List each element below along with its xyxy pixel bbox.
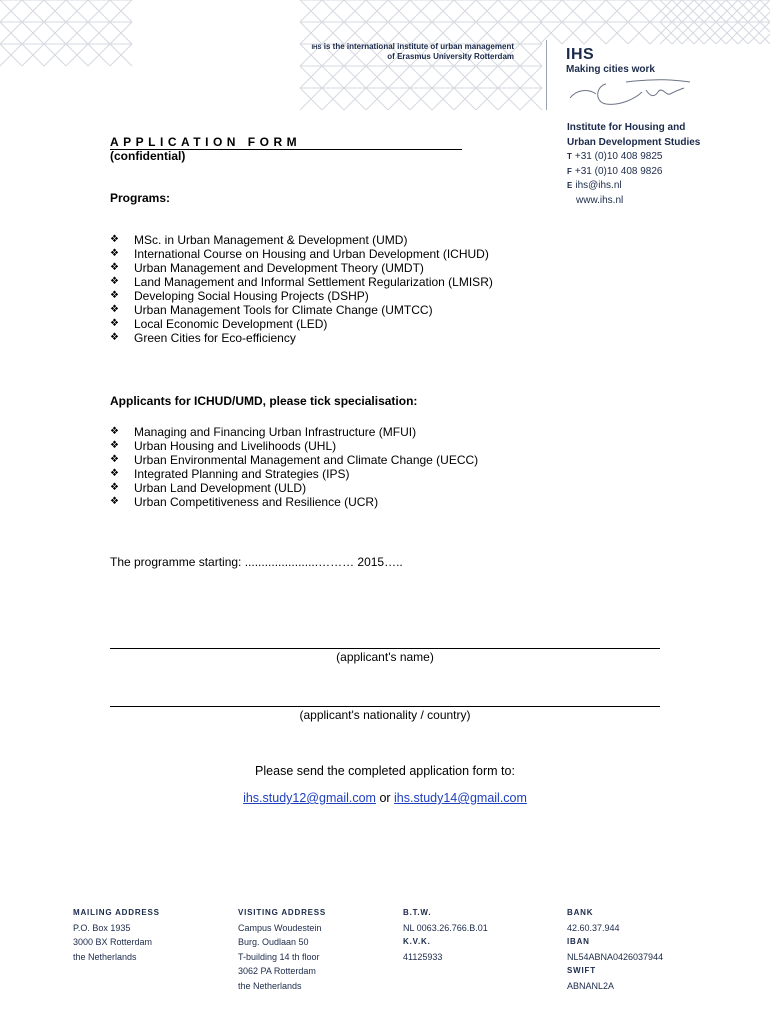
pattern-cell [366,22,388,44]
bullet-icon: ❖ [110,332,119,343]
footer-bank: BANK 42.60.37.944 IBAN NL54ABNA0426037944 SWIFT ABNANL2A [567,908,664,991]
pattern-cell [110,0,132,22]
institute-name-line2: Urban Development Studies [567,136,701,148]
pattern-cell [760,22,770,44]
header-divider [546,40,547,110]
pattern-cell [760,0,770,22]
pattern-cell [498,88,520,110]
tagline-ihs: ihs [311,42,322,51]
bullet-icon: ❖ [110,496,119,507]
pattern-cell [498,22,520,44]
pattern-cell [694,22,716,44]
pattern-cell [300,0,322,22]
pattern-cell [366,0,388,22]
pattern-cell [432,0,454,22]
list-item[interactable]: ❖ Urban Environmental Management and Climate Change (UECC) [110,453,479,467]
pattern-cell [344,88,366,110]
pattern-cell [476,0,498,22]
pattern-cell [498,0,520,22]
tagline-line2: of Erasmus University Rotterdam [387,52,514,61]
pattern-cell [300,88,322,110]
ihs-logo: IHS [566,46,595,63]
pattern-cell [410,66,432,88]
pattern-cell [716,22,738,44]
pattern-cell [410,22,432,44]
list-item: ❖ MSc. in Urban Management & Development (UMD) [110,233,408,247]
pattern-cell [366,66,388,88]
pattern-cell [704,22,726,44]
form-subtitle: (confidential) [110,149,186,163]
institute-contact-block [567,121,700,208]
pattern-cell [660,0,682,22]
list-item: ❖ Green Cities for Eco-efficiency [110,331,296,345]
list-item: ❖ Land Management and Informal Settlement Regularization (LMISR) [110,275,493,289]
email-connector: or [375,791,395,805]
pattern-cell [300,22,322,44]
programs-heading: Programs: [110,191,171,205]
bullet-icon: ❖ [110,304,119,315]
pattern-cell [110,44,132,66]
pattern-cell [388,22,410,44]
pattern-cell [584,22,606,44]
pattern-cell [562,22,584,44]
applicant-nationality-line[interactable] [110,706,660,707]
pattern-cell [738,0,760,22]
pattern-cell [44,0,66,22]
pattern-cell [476,88,498,110]
erasmus-signature-icon [566,72,696,112]
footer-btw: B.T.W. NL 0063.26.766.B.01 K.V.K. 41125933 [403,908,488,962]
pattern-cell [388,66,410,88]
pattern-cell [88,0,110,22]
pattern-cell [322,88,344,110]
footer-mailing-address: MAILING ADDRESS P.O. Box 1935 3000 BX Rotterdam the Netherlands [73,908,160,962]
pattern-cell [520,0,542,22]
pattern-cell [344,22,366,44]
contact-fax: F +31 (0)10 408 9826 [567,165,663,177]
list-item[interactable]: ❖ Urban Housing and Livelihoods (UHL) [110,439,337,453]
pattern-cell [520,88,542,110]
pattern-cell [88,22,110,44]
pattern-cell [44,22,66,44]
pattern-cell [606,0,628,22]
list-item[interactable]: ❖ Urban Competitiveness and Resilience (UCR) [110,495,379,509]
bullet-icon: ❖ [110,440,119,451]
pattern-cell [628,0,650,22]
pattern-cell [672,22,694,44]
list-item[interactable]: ❖ Integrated Planning and Strategies (IPS) [110,467,350,481]
list-item: ❖ Local Economic Development (LED) [110,317,328,331]
pattern-cell [432,88,454,110]
pattern-cell [22,22,44,44]
list-item[interactable]: ❖ Urban Land Development (ULD) [110,481,307,495]
pattern-cell [476,66,498,88]
pattern-cell [454,66,476,88]
contact-website: www.ihs.nl [576,194,624,206]
pattern-cell [410,0,432,22]
pattern-cell [22,0,44,22]
bullet-icon: ❖ [110,482,119,493]
email-link-1[interactable]: ihs.study12@gmail.com [243,791,376,805]
pattern-cell [520,66,542,88]
pattern-cell [682,0,704,22]
contact-phone: T +31 (0)10 408 9825 [567,151,663,162]
pattern-cell [22,44,44,66]
pattern-cell [738,22,760,44]
pattern-cell [344,0,366,22]
bullet-icon: ❖ [110,248,119,259]
pattern-cell [300,66,322,88]
pattern-cell [584,0,606,22]
bullet-icon: ❖ [110,454,119,465]
form-title: APPLICATION FORM [110,135,462,150]
pattern-cell [520,44,542,66]
institute-name-line1: Institute for Housing and [567,122,686,133]
pattern-cell [650,0,672,22]
pattern-cell [0,44,22,66]
pattern-cell [726,0,748,22]
pattern-cell [540,22,562,44]
pattern-cell [726,22,748,44]
pattern-cell [540,0,562,22]
applicant-name-line[interactable] [110,648,660,649]
pattern-cell [498,66,520,88]
pattern-cell [650,22,672,44]
bullet-icon: ❖ [110,318,119,329]
pattern-cell [562,0,584,22]
pattern-cell [672,0,694,22]
bullet-icon: ❖ [110,262,119,273]
pattern-cell [66,22,88,44]
pattern-cell [454,22,476,44]
pattern-cell [66,0,88,22]
pattern-cell [322,66,344,88]
pattern-cell [388,0,410,22]
contact-email: E ihs@ihs.nl [567,180,622,191]
pattern-cell [322,22,344,44]
send-instruction: Please send the completed application form to: [255,764,515,778]
list-item: ❖ Urban Management and Development Theory (UMDT) [110,261,424,275]
programs-list [110,233,493,345]
pattern-cell [694,0,716,22]
pattern-cell [66,44,88,66]
tagline-line1: is the international institute of urban management [321,42,514,51]
pattern-cell [454,88,476,110]
pattern-cell [0,22,22,44]
pattern-cell [388,88,410,110]
email-link-2[interactable]: ihs.study14@gmail.com [394,791,527,805]
pattern-cell [410,88,432,110]
pattern-cell [454,0,476,22]
pattern-cell [748,22,770,44]
pattern-cell [322,0,344,22]
pattern-cell [0,0,22,22]
pattern-cell [110,22,132,44]
pattern-cell [704,0,726,22]
bullet-icon: ❖ [110,426,119,437]
specialisation-heading: Applicants for ICHUD/UMD, please tick specialisation: [110,394,418,408]
pattern-cell [716,0,738,22]
pattern-cell [606,22,628,44]
bullet-icon: ❖ [110,276,119,287]
applicant-nationality-caption: (applicant's nationality / country) [299,708,471,722]
email-line [0,791,770,805]
pattern-cell [476,22,498,44]
pattern-cell [44,44,66,66]
bullet-icon: ❖ [110,468,119,479]
pattern-cell [88,44,110,66]
pattern-cell [432,66,454,88]
list-item: ❖ International Course on Housing and Urban Development (ICHUD) [110,247,489,261]
list-item: ❖ Developing Social Housing Projects (DSHP) [110,289,369,303]
pattern-cell [520,22,542,44]
pattern-cell [432,22,454,44]
specialisation-list [110,425,478,509]
list-item[interactable]: ❖ Managing and Financing Urban Infrastructure (MFUI) [110,425,417,439]
pattern-cell [366,88,388,110]
footer-visiting-address: VISITING ADDRESS Campus Woudestein Burg. Oudlaan 50 T-building 14 th floor 3062 PA Rotterdam the Netherlands [238,908,327,991]
programme-starting-field[interactable]: The programme starting: ......................……… 2015….. [110,555,403,569]
pattern-cell [660,22,682,44]
pattern-cell [682,22,704,44]
pattern-cell [748,0,770,22]
bullet-icon: ❖ [110,234,119,245]
header-tagline [312,42,514,62]
bullet-icon: ❖ [110,290,119,301]
list-item: ❖ Urban Management Tools for Climate Change (UMTCC) [110,303,433,317]
logo-slogan: Making cities work [566,64,655,75]
applicant-name-caption: (applicant's name) [336,650,434,664]
pattern-cell [344,66,366,88]
pattern-cell [628,22,650,44]
